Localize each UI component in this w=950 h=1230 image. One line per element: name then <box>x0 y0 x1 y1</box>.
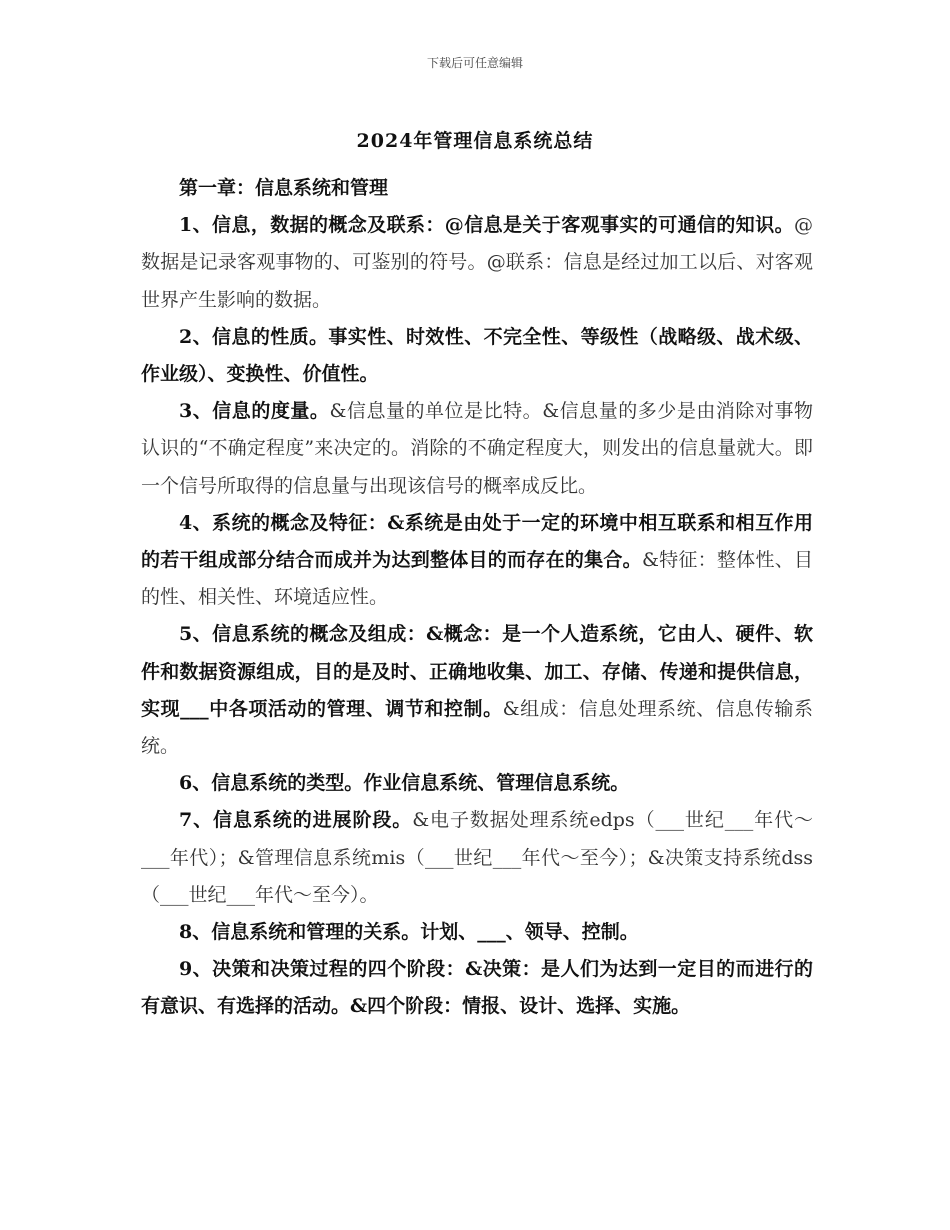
paragraph-4-text: &特征：整体性、目的性、相关性、环境适应性。 <box>141 549 813 609</box>
paragraph-4 <box>141 505 813 617</box>
paragraph-9-bold: 9、决策和决策过程的四个阶段：&决策：是人们为达到一定目的而进行的有意识、有选择的活动。&四个阶段：情报、设计、选择、实施。 <box>141 958 813 1018</box>
paragraph-9 <box>141 951 813 1025</box>
paragraph-3-bold: 3、信息的度量。 <box>179 400 330 423</box>
paragraph-8 <box>141 914 813 951</box>
page-header: 下载后可任意编辑 <box>426 56 523 70</box>
paragraph-6 <box>141 765 813 802</box>
paragraph-3-text: &信息量的单位是比特。&信息量的多少是由消除对事物认识的“不确定程度”来决定的。消除的不确定程度大，则发出的信息量就大。即一个信号所取得的信息量与出现该信号的概率成反比。 <box>141 400 813 497</box>
paragraph-4-bold: 4、系统的概念及特征：&系统是由处于一定的环境中相互联系和相互作用的若干组成部分结合而成并为达到整体目的而存在的集合。 <box>141 511 813 572</box>
paragraph-8-bold: 8、信息系统和管理的关系。计划、___、领导、控制。 <box>179 921 639 944</box>
document-title: 2024年管理信息系统总结 <box>356 130 594 152</box>
paragraph-3 <box>141 393 813 505</box>
paragraph-1-text: @数据是记录客观事物的、可鉴别的符号。@联系：信息是经过加工以后、对客观世界产生影响的数据。 <box>141 214 813 311</box>
paragraph-5-bold: 5、信息系统的概念及组成：&概念：是一个人造系统，它由人、硬件、软件和数据资源组成，目的是及时、正确地收集、加工、存储、传递和提供信息，实现___中各项活动的管理、调节和控制。 <box>141 623 813 720</box>
paragraph-5 <box>141 616 813 765</box>
document-body <box>141 170 813 1026</box>
chapter-heading: 第一章：信息系统和管理 <box>179 177 389 199</box>
paragraph-6-bold: 6、信息系统的类型。作业信息系统、管理信息系统。 <box>179 772 630 795</box>
paragraph-7-text: &电子数据处理系统edps（___世纪___年代～___年代）；&管理信息系统mis（___世纪___年代～至今）；&决策支持系统dss（___世纪___年代～至今）。 <box>141 809 813 906</box>
paragraph-1 <box>141 207 813 319</box>
paragraph-2-bold: 2、信息的性质。事实性、时效性、不完全性、等级性（战略级、战术级、作业级）、变换性、价值性。 <box>141 325 813 386</box>
paragraph-5-text: &组成：信息处理系统、信息传输系统。 <box>141 697 813 758</box>
paragraph-2 <box>141 319 813 393</box>
paragraph-7 <box>141 802 813 914</box>
paragraph-7-bold: 7、信息系统的进展阶段。 <box>179 809 413 832</box>
paragraph-1-bold: 1、信息，数据的概念及联系：@信息是关于客观事实的可通信的知识。 <box>179 214 794 237</box>
